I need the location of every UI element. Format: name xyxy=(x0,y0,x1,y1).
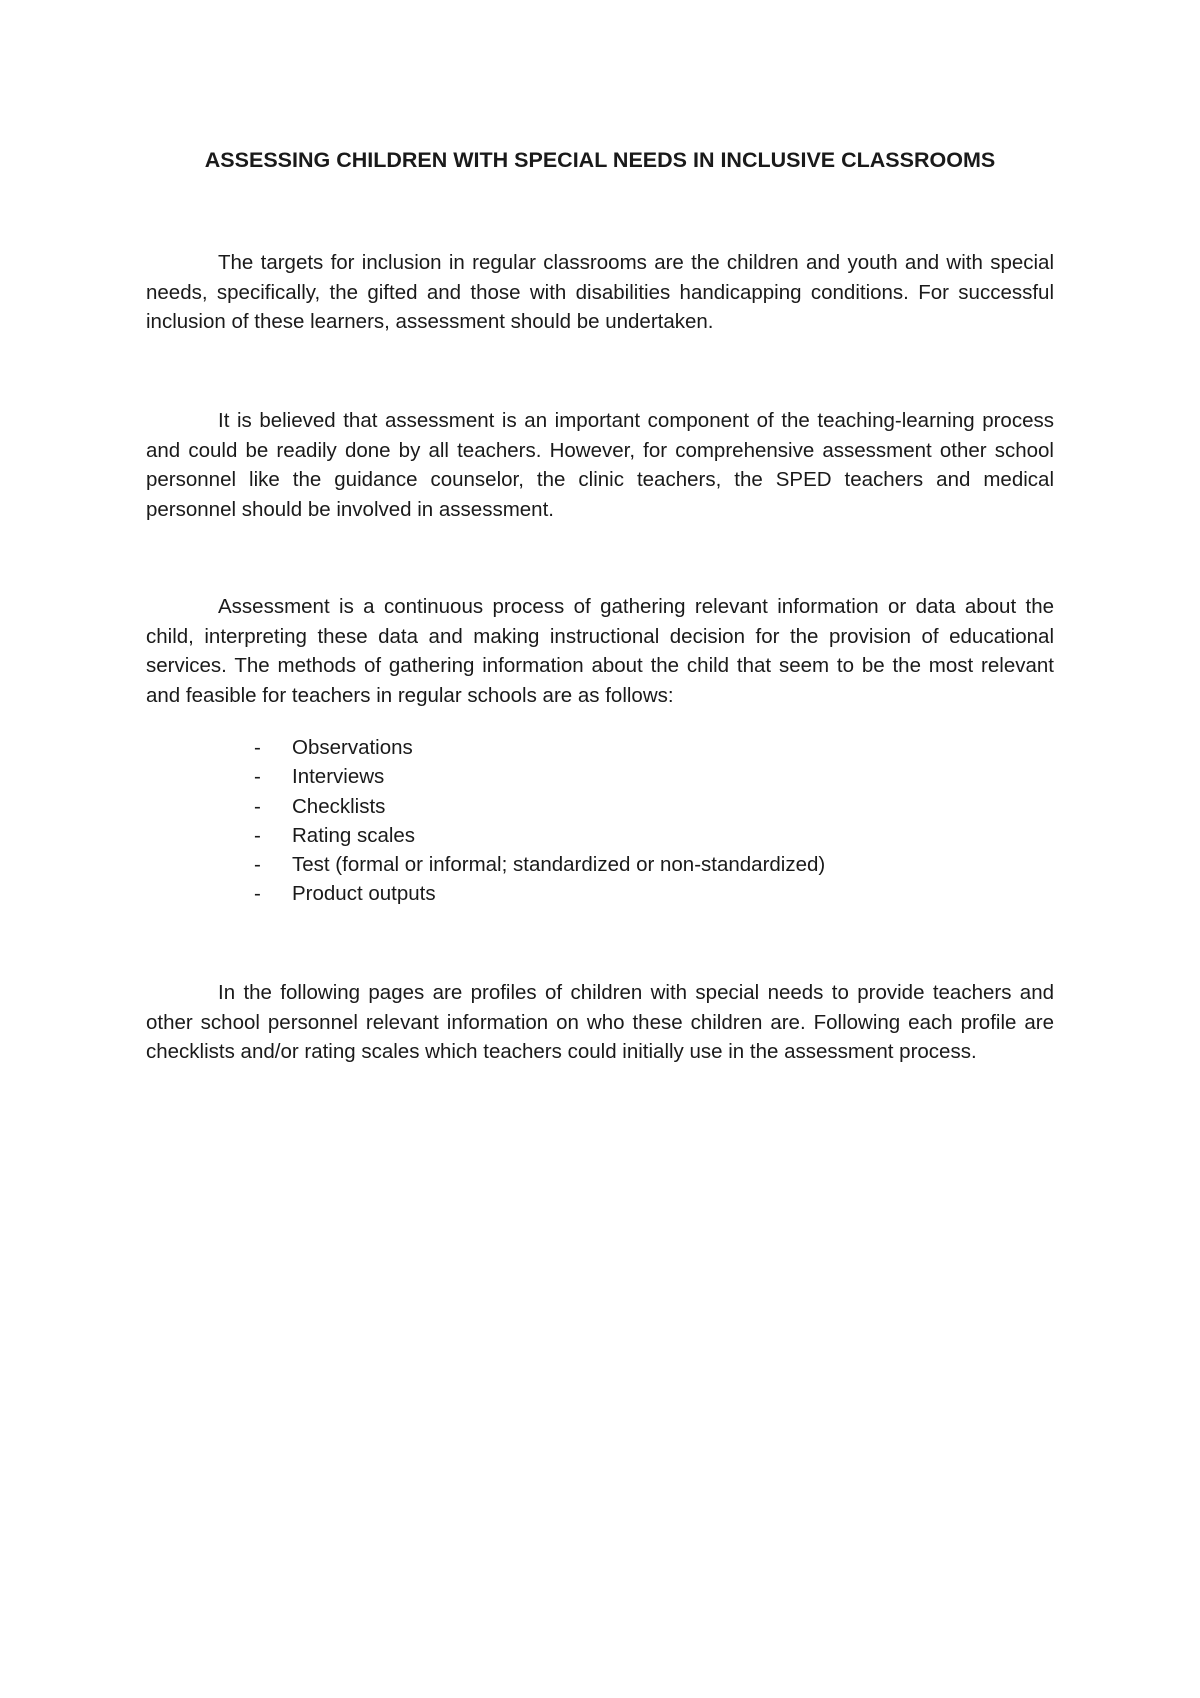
paragraph-inclusion-targets: The targets for inclusion in regular classrooms are the children and youth and with special needs, specifically, the gifted and those with disabilities handicapping conditions. For successful inclusion of these learners, assessment should be undertaken. xyxy=(146,251,1054,333)
list-item-label: Interviews xyxy=(292,765,385,789)
list-dash: - xyxy=(254,765,261,789)
list-item xyxy=(254,850,825,879)
assessment-methods-list xyxy=(254,733,825,909)
list-dash: - xyxy=(254,794,261,818)
list-dash: - xyxy=(254,882,261,906)
list-item xyxy=(254,733,825,762)
list-dash: - xyxy=(254,823,261,847)
list-item-label: Test (formal or informal; standardized or non-standardized) xyxy=(292,853,826,877)
list-item xyxy=(254,792,825,821)
list-dash: - xyxy=(254,736,261,759)
paragraph-assessment-importance: It is believed that assessment is an important component of the teaching-learning process and could be readily done by all teachers. However, for comprehensive assessment other school personnel like the guidance counselor, the clinic teachers, the SPED teachers and medical personnel should be involved in assessment. xyxy=(146,409,1054,521)
list-item-label: Product outputs xyxy=(292,882,436,906)
list-item-label: Rating scales xyxy=(292,823,416,847)
paragraph-following-pages: In the following pages are profiles of children with special needs to provide teachers and other school personnel relevant information on who these children are. Following each profile are checklists and/or rating scales which teachers could initially use in the assessment process. xyxy=(146,981,1054,1063)
list-dash: - xyxy=(254,853,261,877)
document-title: ASSESSING CHILDREN WITH SPECIAL NEEDS IN INCLUSIVE CLASSROOMS xyxy=(204,148,996,172)
list-item xyxy=(254,821,825,850)
paragraph-assessment-process: Assessment is a continuous process of gathering relevant information or data about the child, interpreting these data and making instructional decision for the provision of educational services. The methods of gathering information about the child that seem to be the most relevant and feasible for teachers in regular schools are as follows: xyxy=(146,595,1054,707)
list-item xyxy=(254,879,825,908)
list-item xyxy=(254,762,825,791)
list-item-label: Observations xyxy=(292,736,413,759)
list-item-label: Checklists xyxy=(292,794,386,818)
